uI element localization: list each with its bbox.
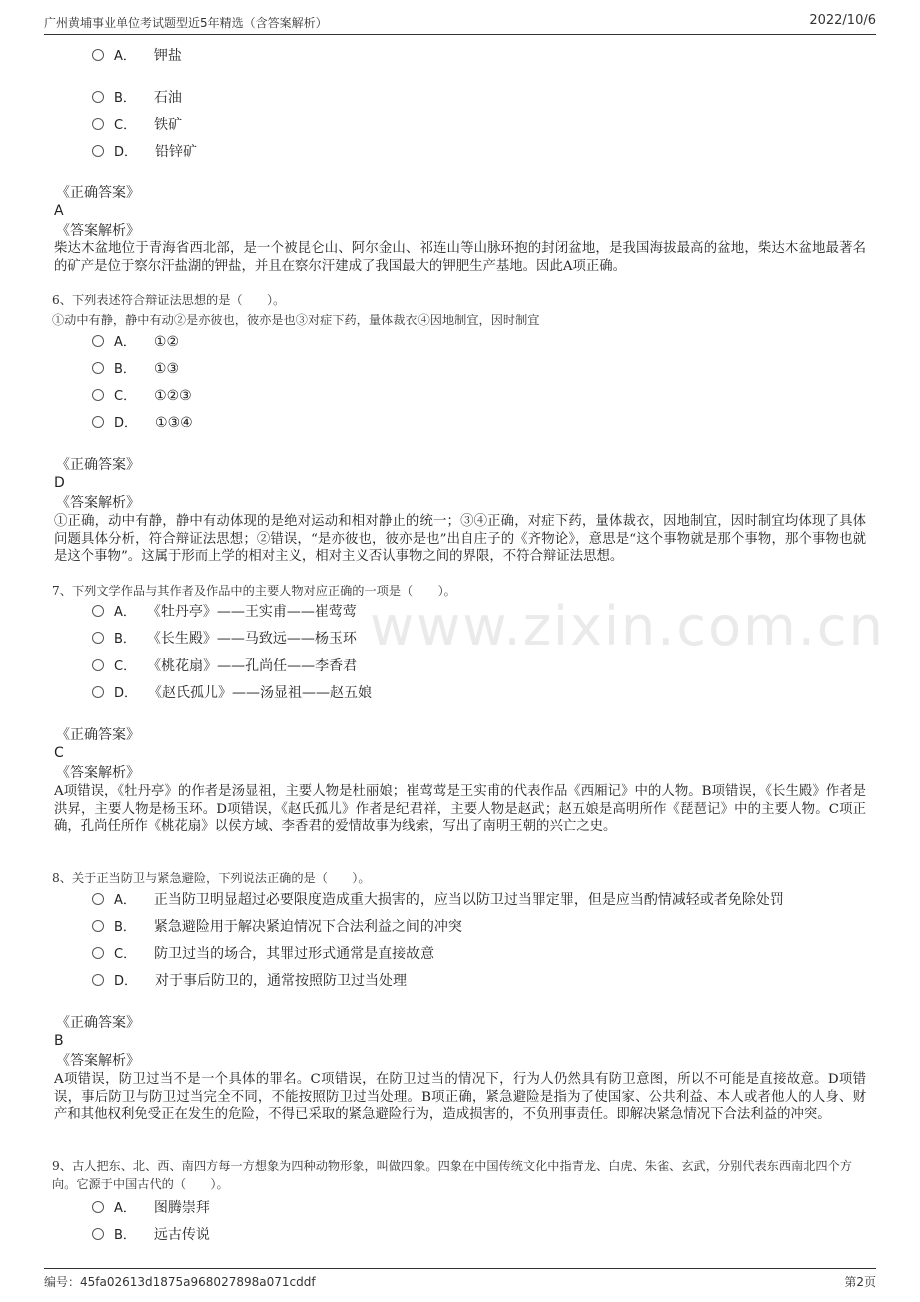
radio-icon[interactable] <box>92 893 104 905</box>
q8-analysis-label: 《答案解析》 <box>56 1053 140 1069</box>
page-footer <box>44 1268 876 1291</box>
radio-icon[interactable] <box>92 920 104 932</box>
q6-analysis-label: 《答案解析》 <box>56 495 140 511</box>
q6-option-c[interactable]: C． ①②③ <box>92 385 192 407</box>
q5-option-b[interactable]: B． 石油 <box>92 87 182 109</box>
document-title: 广州黄埔事业单位考试题型近5年精选（含答案解析） <box>44 16 328 30</box>
radio-icon[interactable] <box>92 1201 104 1213</box>
q6-analysis: ①正确，动中有静，静中有动体现的是绝对运动和相对静止的统一；③④正确，对症下药，量体裁衣，因地制宜，因时制宜均体现了具体问题具体分析，符合辩证法思想；②错误，“是亦彼也，彼亦是也”出自庄子的《齐物论》，意思是“这个事物就是那个事物，那个事物也就是这个事物”。这属于形而上学的相对主义，相对主义否认事物之间的界限，不符合辩证法思想。 <box>54 514 866 565</box>
q5-option-d[interactable]: D． 铅锌矿 <box>92 141 197 163</box>
q7-option-a[interactable]: A． 《牡丹亭》——王实甫——崔莺莺 <box>92 601 357 623</box>
q5-option-c[interactable]: C． 铁矿 <box>92 114 182 136</box>
radio-icon[interactable] <box>92 605 104 617</box>
q7-option-d[interactable]: D． 《赵氏孤儿》——汤显祖——赵五娘 <box>92 682 372 704</box>
radio-icon[interactable] <box>92 389 104 401</box>
q5-option-a[interactable]: A． 钾盐 <box>92 45 182 67</box>
q8-analysis: A项错误，防卫过当不是一个具体的罪名。C项错误，在防卫过当的情况下，行为人仍然具有防卫意图，所以不可能是直接故意。D项错误，事后防卫与防卫过当完全不同，不能按照防卫过当处理。B项正确，紧急避险是指为了使国家、公共利益、本人或者他人的人身、财产和其他权利免受正在发生的危险，不得已采取的紧急避险行为，造成损害的，不负刑事责任。即解决紧急情况下合法利益的冲突。 <box>54 1072 866 1123</box>
q6-option-b[interactable]: B． ①③ <box>92 358 179 380</box>
q7-answer: C <box>54 745 64 761</box>
q7-question: 7、下列文学作品与其作者及作品中的主要人物对应正确的一项是（ ）。 <box>52 584 456 598</box>
radio-icon[interactable] <box>92 686 104 698</box>
radio-icon[interactable] <box>92 118 104 130</box>
radio-icon[interactable] <box>92 659 104 671</box>
q8-question: 8、关于正当防卫与紧急避险，下列说法正确的是（ ）。 <box>52 871 371 885</box>
q5-correct-label: 《正确答案》 <box>56 185 140 201</box>
q7-correct-label: 《正确答案》 <box>56 727 140 743</box>
q6-stem: ①动中有静，静中有动②是亦彼也，彼亦是也③对症下药，量体裁衣④因地制宜，因时制宜 <box>52 313 540 327</box>
radio-icon[interactable] <box>92 416 104 428</box>
document-code: 编号：45fa02613d1875a968027898a071cddf <box>44 1275 316 1289</box>
q6-correct-label: 《正确答案》 <box>56 457 140 473</box>
radio-icon[interactable] <box>92 91 104 103</box>
radio-icon[interactable] <box>92 362 104 374</box>
radio-icon[interactable] <box>92 49 104 61</box>
q7-option-c[interactable]: C． 《桃花扇》——孔尚任——李香君 <box>92 655 357 677</box>
page-header <box>44 12 876 35</box>
q9-option-b[interactable]: B． 远古传说 <box>92 1224 210 1246</box>
q5-analysis-label: 《答案解析》 <box>56 223 140 239</box>
q8-option-b[interactable]: B． 紧急避险用于解决紧迫情况下合法利益之间的冲突 <box>92 916 462 938</box>
q6-option-d[interactable]: D． ①③④ <box>92 412 193 434</box>
q9-option-a[interactable]: A． 图腾崇拜 <box>92 1197 210 1219</box>
q9-question: 9、古人把东、北、西、南四方每一方想象为四种动物形象，叫做四象。四象在中国传统文化中指青龙、白虎、朱雀、玄武，分别代表东西南北四个方向。它源于中国古代的（ ）。 <box>52 1159 852 1191</box>
q8-option-c[interactable]: C． 防卫过当的场合，其罪过形式通常是直接故意 <box>92 943 434 965</box>
document-date: 2022/10/6 <box>809 13 876 28</box>
q8-correct-label: 《正确答案》 <box>56 1015 140 1031</box>
q7-option-b[interactable]: B． 《长生殿》——马致远——杨玉环 <box>92 628 357 650</box>
q8-answer: B <box>54 1033 64 1049</box>
radio-icon[interactable] <box>92 632 104 644</box>
q7-analysis: A项错误，《牡丹亭》的作者是汤显祖，主要人物是杜丽娘；崔莺莺是王实甫的代表作品《西厢记》中的人物。B项错误，《长生殿》作者是洪昇，主要人物是杨玉环。D项错误，《赵氏孤儿》作者是纪君祥，主要人物是赵武；赵五娘是高明所作《琵琶记》中的主要人物。C项正确，孔尚任所作《桃花扇》以侯方域、李香君的爱情故事为线索，写出了南明王朝的兴亡之史。 <box>54 784 866 835</box>
watermark: www.zixin.com.cn <box>370 595 885 658</box>
q8-option-a[interactable]: A． 正当防卫明显超过必要限度造成重大损害的，应当以防卫过当罪定罪，但是应当酌情减轻或者免除处罚 <box>92 889 784 911</box>
q6-answer: D <box>54 475 65 491</box>
radio-icon[interactable] <box>92 335 104 347</box>
radio-icon[interactable] <box>92 145 104 157</box>
q6-option-a[interactable]: A． ①② <box>92 331 179 353</box>
q8-option-d[interactable]: D． 对于事后防卫的，通常按照防卫过当处理 <box>92 970 407 992</box>
q7-analysis-label: 《答案解析》 <box>56 765 140 781</box>
radio-icon[interactable] <box>92 1228 104 1240</box>
page-number: 第2页 <box>844 1275 876 1289</box>
q5-answer: A <box>54 203 64 219</box>
q6-question: 6、下列表述符合辩证法思想的是（ ）。 <box>52 293 286 307</box>
radio-icon[interactable] <box>92 947 104 959</box>
q5-analysis: 柴达木盆地位于青海省西北部，是一个被昆仑山、阿尔金山、祁连山等山脉环抱的封闭盆地，是我国海拔最高的盆地，柴达木盆地最著名的矿产是位于察尔汗盐湖的钾盐，并且在察尔汗建成了我国最大的钾肥生产基地。因此A项正确。 <box>54 241 866 274</box>
radio-icon[interactable] <box>92 974 104 986</box>
